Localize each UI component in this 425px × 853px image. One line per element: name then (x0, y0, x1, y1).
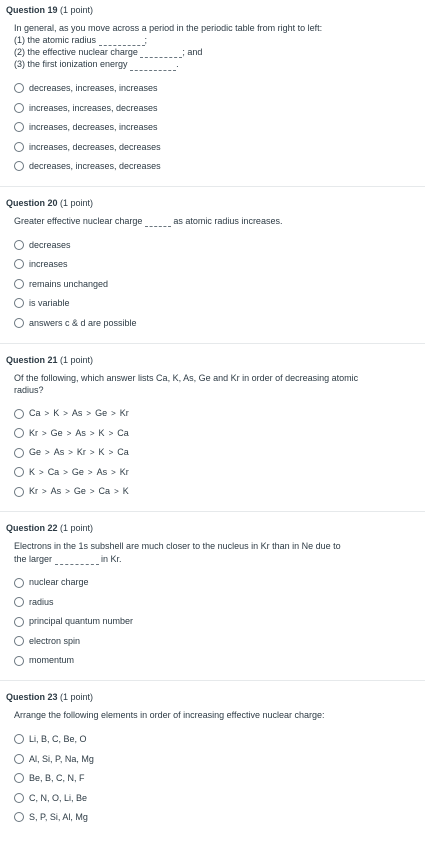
radio-button[interactable] (14, 793, 24, 803)
answer-option[interactable]: decreases (14, 235, 419, 255)
answer-option[interactable]: Al, Si, P, Na, Mg (14, 749, 419, 769)
answer-option[interactable]: increases, increases, decreases (14, 98, 419, 118)
answer-option[interactable] (14, 443, 419, 463)
answer-option[interactable]: decreases, increases, decreases (14, 157, 419, 177)
radio-button[interactable] (14, 467, 24, 477)
greater-than-symbol: > (42, 487, 47, 497)
radio-button[interactable] (14, 428, 24, 438)
answer-option[interactable]: remains unchanged (14, 274, 419, 294)
element-symbol: K (53, 408, 60, 419)
question-text-line: (1) the atomic radius ; (14, 35, 148, 46)
radio-button[interactable] (14, 279, 24, 289)
radio-button[interactable] (14, 83, 24, 93)
radio-button[interactable] (14, 578, 24, 588)
question-title: Question 22 (1 point) (6, 523, 94, 534)
radio-button[interactable] (14, 487, 24, 497)
element-symbol: Ge (50, 427, 63, 438)
element-symbol: Ca (29, 408, 41, 419)
answer-option[interactable] (14, 423, 419, 443)
answer-option[interactable] (14, 482, 419, 502)
element-symbol: Kr (29, 427, 38, 438)
answer-choices (14, 729, 419, 827)
element-symbol: Kr (119, 466, 129, 477)
radio-button[interactable] (14, 240, 24, 250)
radio-button[interactable] (14, 754, 24, 764)
element-sequence (29, 407, 129, 420)
answer-option[interactable]: increases, decreases, increases (14, 118, 419, 138)
element-symbol: As (96, 466, 108, 477)
element-symbol: Ca (117, 447, 129, 458)
greater-than-symbol: > (89, 448, 95, 458)
answer-blank (99, 36, 145, 46)
greater-than-symbol: > (111, 467, 116, 477)
element-symbol: Ca (98, 486, 111, 497)
question-title: Question 23 (1 point) (6, 692, 94, 703)
element-symbol: As (75, 427, 86, 438)
question-title: Question 19 (1 point) (6, 5, 94, 15)
element-symbol: Kr (29, 486, 38, 497)
greater-than-symbol: > (108, 428, 114, 438)
greater-than-symbol: > (45, 448, 50, 458)
question-text-line: Electrons in the 1s subshell are much closer to the nucleus in Kr than in Ne due to (14, 541, 341, 552)
greater-than-symbol: > (87, 467, 93, 477)
answer-option[interactable]: S, P, Si, Al, Mg (14, 807, 419, 827)
answer-option[interactable]: decreases, increases, increases (14, 79, 419, 99)
element-symbol: As (53, 447, 65, 458)
question-text-line: In general, as you move across a period in the periodic table from right to left: (14, 23, 323, 33)
question-divider (0, 511, 425, 512)
element-symbol: Kr (119, 408, 129, 419)
greater-than-symbol: > (86, 409, 92, 419)
question-text: Of the following, which answer lists Ca, K, As, Ge and Kr in order of decreasing atomic radius? (14, 372, 359, 395)
greater-than-symbol: > (114, 487, 119, 497)
greater-than-symbol: > (39, 467, 44, 477)
answer-option[interactable]: Li, B, C, Be, O (14, 729, 419, 749)
question-19 (6, 4, 419, 176)
answer-option[interactable]: is variable (14, 294, 419, 314)
radio-button[interactable] (14, 161, 24, 171)
answer-option[interactable] (14, 462, 419, 482)
greater-than-symbol: > (63, 467, 68, 477)
answer-choices (14, 404, 419, 502)
radio-button[interactable] (14, 656, 24, 666)
question-23 (6, 691, 419, 827)
element-sequence (29, 427, 129, 440)
answer-option[interactable]: nuclear charge (14, 573, 419, 593)
answer-blank (130, 61, 176, 71)
question-text-line: (3) the first ionization energy . (14, 59, 179, 70)
radio-button[interactable] (14, 734, 24, 744)
greater-than-symbol: > (65, 487, 70, 497)
element-symbol: As (50, 486, 62, 497)
greater-than-symbol: > (68, 448, 73, 458)
radio-button[interactable] (14, 448, 24, 458)
radio-button[interactable] (14, 773, 24, 783)
element-symbol: K (29, 466, 36, 477)
question-text (14, 540, 419, 564)
answer-option[interactable]: electron spin (14, 631, 419, 651)
element-symbol: Ge (29, 447, 42, 458)
greater-than-symbol: > (89, 428, 95, 438)
question-divider (0, 343, 425, 344)
element-symbol: As (71, 408, 83, 419)
answer-option[interactable]: principal quantum number (14, 612, 419, 632)
radio-button[interactable] (14, 259, 24, 269)
question-divider (0, 680, 425, 681)
radio-button[interactable] (14, 103, 24, 113)
greater-than-symbol: > (66, 428, 72, 438)
question-text-line: (2) the effective nuclear charge ; and (14, 47, 203, 58)
question-text (14, 215, 419, 227)
radio-button[interactable] (14, 298, 24, 308)
answer-option[interactable]: radius (14, 592, 419, 612)
answer-blank (55, 555, 99, 565)
answer-option[interactable]: increases (14, 255, 419, 275)
element-sequence (29, 485, 129, 498)
question-title: Question 21 (1 point) (6, 354, 94, 365)
greater-than-symbol: > (89, 487, 95, 497)
question-divider (0, 186, 425, 187)
radio-button[interactable] (14, 617, 24, 627)
question-21 (6, 354, 419, 502)
question-text-line: the larger in Kr. (14, 553, 122, 564)
greater-than-symbol: > (42, 428, 47, 438)
answer-choices (14, 573, 419, 671)
element-symbol: Ca (47, 466, 60, 477)
element-symbol: Kr (76, 447, 86, 458)
greater-than-symbol: > (63, 409, 68, 419)
element-symbol: Ge (71, 466, 84, 477)
answer-option[interactable] (14, 404, 419, 424)
element-sequence (29, 446, 129, 459)
element-symbol: K (98, 447, 105, 458)
answer-option[interactable]: Be, B, C, N, F (14, 768, 419, 788)
question-20 (6, 197, 419, 333)
answer-option[interactable]: momentum (14, 651, 419, 671)
radio-button[interactable] (14, 636, 24, 646)
radio-button[interactable] (14, 409, 24, 419)
answer-blank (145, 217, 171, 227)
radio-button[interactable] (14, 122, 24, 132)
question-text: Arrange the following elements in order of increasing effective nuclear charge: (14, 710, 325, 721)
question-text (14, 22, 419, 71)
question-text-line: Greater effective nuclear charge as atomic radius increases. (14, 216, 283, 227)
answer-option[interactable]: answers c & d are possible (14, 313, 419, 333)
greater-than-symbol: > (111, 409, 116, 419)
radio-button[interactable] (14, 142, 24, 152)
answer-blank (140, 48, 182, 58)
element-symbol: Ca (117, 427, 129, 438)
greater-than-symbol: > (108, 448, 114, 458)
element-sequence (29, 466, 129, 479)
greater-than-symbol: > (44, 409, 50, 419)
element-symbol: K (122, 486, 129, 497)
element-symbol: K (98, 427, 105, 438)
element-symbol: Ge (73, 486, 86, 497)
element-symbol: Ge (95, 408, 108, 419)
question-22 (6, 522, 419, 670)
radio-button[interactable] (14, 597, 24, 607)
answer-option[interactable]: increases, decreases, decreases (14, 137, 419, 157)
question-title: Question 20 (1 point) (6, 198, 94, 209)
radio-button[interactable] (14, 812, 24, 822)
radio-button[interactable] (14, 318, 24, 328)
answer-choices (14, 79, 419, 177)
answer-choices (14, 235, 419, 333)
answer-option[interactable]: C, N, O, Li, Be (14, 788, 419, 808)
